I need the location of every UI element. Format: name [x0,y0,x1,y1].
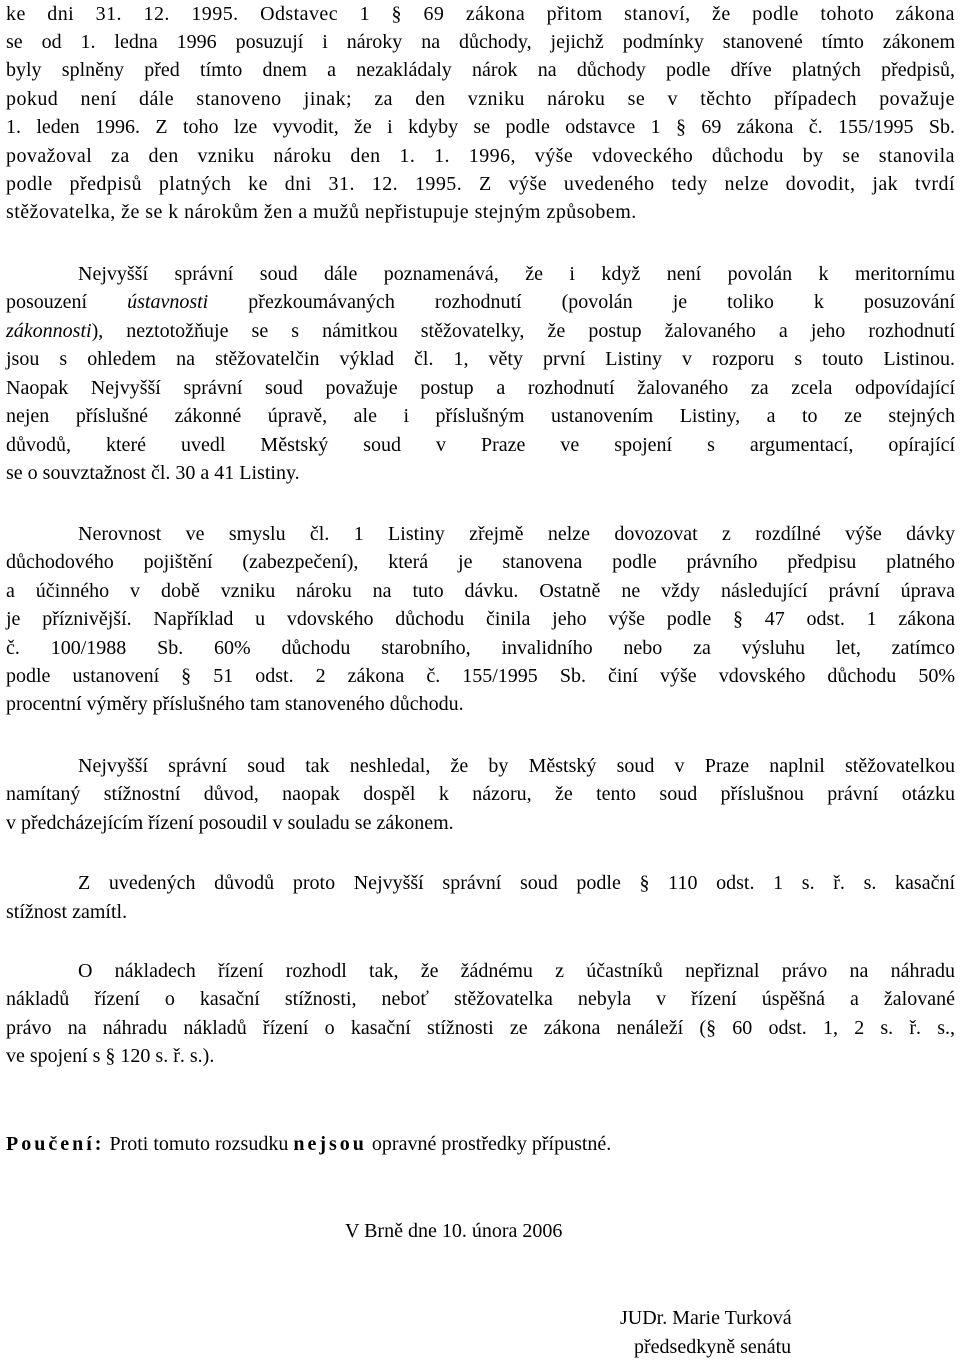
text-line: důchodového pojištění (zabezpečení), která je stanovena podle právního předpisu platného [6,551,955,573]
text-line: považoval za den vzniku nároku den 1. 1. 1996, výše vdoveckého důchodu by se stanovila [6,145,955,167]
text-line: podle ustanovení § 51 odst. 2 zákona č. 155/1995 Sb. činí výše vdovského důchodu 50% [6,665,955,687]
text-line: jsou s ohledem na stěžovatelčin výklad čl. 1, věty první Listiny v rozporu s touto Listinou. [6,348,955,370]
text-line: Nejvyšší správní soud tak neshledal, že by Městský soud v Praze naplnil stěžovatelkou [78,755,955,777]
italic-term: ústavnosti [127,291,209,313]
text-run: ), neztotožňuje se s námitkou stěžovatelky, že postup žalovaného a jeho rozhodnutí [91,320,955,342]
text-line: ve spojení s § 120 s. ř. s.). [6,1045,215,1067]
text-run: posouzení [6,291,128,313]
text-line: stížnost zamítl. [6,901,128,923]
date-place: V Brně dne 10. února 2006 [345,1220,563,1242]
text-line: byly splněny před tímto dnem a nezakládaly nárok na důchody podle dříve platných předpisů, [6,59,955,81]
instruction-emphasis: nejsou [293,1133,367,1155]
text-line: podle předpisů platných ke dni 31. 12. 1995. Z výše uvedeného tedy nelze dovodit, jak tvrdí [6,173,955,195]
text-line: Nejvyšší správní soud dále poznamenává, že i když není povolán k meritornímu [78,263,955,285]
text-line: ke dni 31. 12. 1995. Odstavec 1 § 69 zákona přitom stanoví, že podle tohoto zákona [6,3,955,25]
text-line: č. 100/1988 Sb. 60% důchodu starobního, invalidního nebo za výsluhu let, zatímco [6,637,955,659]
text-line: a účinného v době vzniku nároku na tuto dávku. Ostatně ne vždy následující právní úprava [6,580,955,602]
text-line: 1. leden 1996. Z toho lze vyvodit, že i kdyby se podle odstavce 1 § 69 zákona č. 155/1995 Sb. [6,116,955,138]
text-line: Naopak Nejvyšší správní soud považuje postup a rozhodnutí žalovaného za zcela odpovídající [6,377,955,399]
text-line: Z uvedených důvodů proto Nejvyšší správní soud podle § 110 odst. 1 s. ř. s. kasační [78,872,955,894]
text-line: důvodů, které uvedl Městský soud v Praze ve spojení s argumentací, opírající [6,434,955,456]
instruction-text: opravné prostředky přípustné. [366,1133,612,1155]
text-line [6,290,955,316]
signer-name: JUDr. Marie Turková [620,1307,792,1329]
text-line: Nerovnost ve smyslu čl. 1 Listiny zřejmě nelze dovozovat z rozdílné výše dávky [78,523,955,545]
text-line: stěžovatelka, že se k nárokům žen a mužů nepřistupuje stejným způsobem. [6,201,637,223]
text-line: právo na náhradu nákladů řízení o kasační stížnosti ze zákona nenáleží (§ 60 odst. 1, 2 s. ř. s., [6,1017,955,1039]
text-line: v předcházejícím řízení posoudil v souladu se zákonem. [6,812,454,834]
text-line: namítaný stížnostní důvod, naopak dospěl k názoru, že tento soud příslušnou právní otázku [6,783,955,805]
text-run: přezkoumávaných rozhodnutí (povolán je toliko k posuzování [208,291,955,313]
text-line: nákladů řízení o kasační stížnosti, neboť stěžovatelka nebyla v řízení úspěšná a žalované [6,988,955,1010]
text-line: procentní výměry příslušného tam stanoveného důchodu. [6,693,464,715]
signer-role: předsedkyně senátu [634,1336,792,1358]
text-line [6,319,955,345]
instruction-label: Poučení: [6,1133,105,1155]
text-line: pokud není dále stanoveno jinak; za den vzniku nároku se v těchto případech považuje [6,88,955,110]
legal-instruction [6,1132,955,1158]
text-line: je příznivější. Například u vdovského důchodu činila jeho výše podle § 47 odst. 1 zákona [6,608,955,630]
text-line: nejen příslušné zákonné úpravě, ale i příslušným ustanovením Listiny, a to ze stejných [6,405,955,427]
text-line: se od 1. ledna 1996 posuzují i nároky na důchody, jejichž podmínky stanovené tímto zákonem [6,31,955,53]
instruction-text: Proti tomuto rozsudku [104,1133,294,1155]
text-line: se o souvztažnost čl. 30 a 41 Listiny. [6,462,300,484]
text-line: O nákladech řízení rozhodl tak, že žádnému z účastníků nepřiznal právo na náhradu [78,960,955,982]
italic-term: zákonnosti [6,320,92,342]
